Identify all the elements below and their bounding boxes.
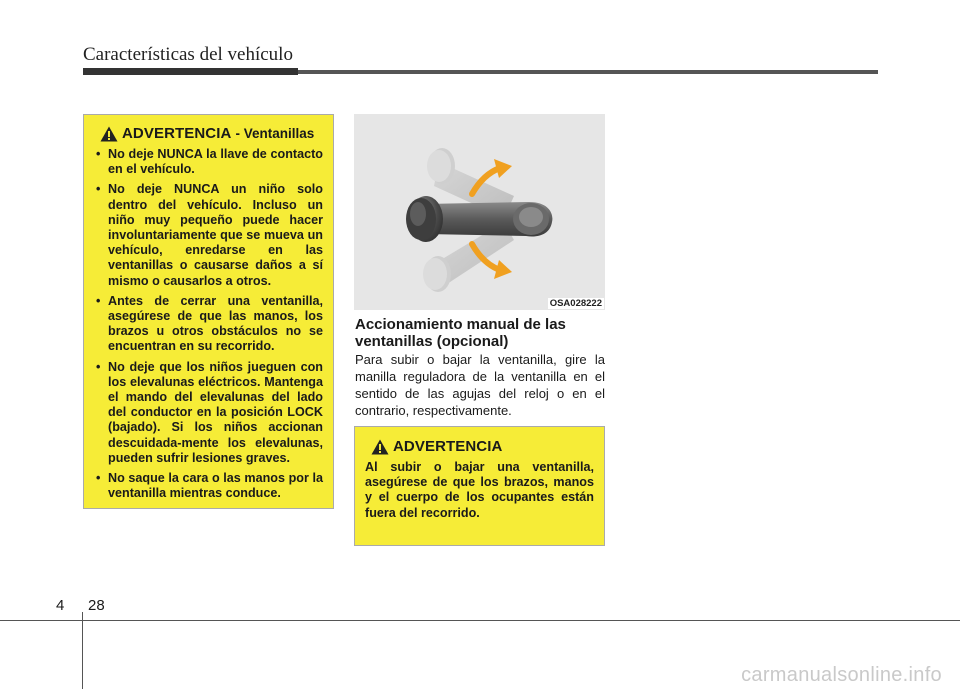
header-rule-accent — [83, 68, 298, 75]
window-crank-handle-icon — [354, 114, 605, 310]
warning-text: Al subir o bajar una ventanilla, asegúrese de que los brazos, manos y el cuerpo de los ocupantes están fuera del recorrido. — [365, 460, 594, 520]
warning-item: • No deje NUNCA la llave de contacto en el vehículo. — [96, 147, 323, 177]
section-heading: Accionamiento manual de las ventanillas (opcional) — [355, 316, 566, 350]
warning-title: ADVERTENCIA — [393, 438, 503, 455]
warning-list — [94, 147, 323, 501]
warning-item: • No deje que los niños jueguen con los elevalunas eléctricos. Mantenga el mando del elevalunas del lado del conductor en la posición LOCK (bajado). Si los niños accionan descuidada-mente los elevalunas, pueden sufrir lesiones graves. — [96, 359, 323, 465]
page-number: 28 — [88, 597, 105, 614]
footer-rule — [0, 620, 960, 621]
window-crank-figure — [354, 114, 605, 310]
warning-triangle-icon — [371, 439, 389, 455]
warning-header — [371, 438, 594, 455]
section-title: Características del vehículo — [83, 44, 293, 65]
warning-item: • No saque la cara o las manos por la ventanilla mientras conduce. — [96, 471, 323, 501]
warning-subtitle: - Ventanillas — [235, 126, 315, 141]
section-body: Para subir o bajar la ventanilla, gire la manilla reguladora de la ventanilla en el sentido de las agujas del reloj o en el contrario, respectivamente. — [355, 352, 605, 418]
warning-item: • No deje NUNCA un niño solo dentro del vehículo. Incluso un niño muy pequeño puede hacer involuntariamente que se mueva un vehículo, enredarse en las ventanillas o causarse daños a sí mismo o causarlos a otros. — [96, 182, 323, 288]
figure-code: OSA028222 — [549, 298, 602, 309]
footer-divider — [82, 612, 83, 689]
warning-header — [100, 125, 323, 142]
warning-triangle-icon — [100, 126, 118, 142]
chapter-number: 4 — [56, 597, 65, 614]
warning-title: ADVERTENCIA — [122, 125, 232, 142]
warning-item: • Antes de cerrar una ventanilla, asegúrese de que las manos, los brazos u otros obstáculos no se encuentran en su recorrido. — [96, 293, 323, 354]
watermark: carmanualsonline.info — [741, 664, 942, 686]
warning-box-windows — [83, 114, 334, 509]
warning-box-manual-window — [354, 426, 605, 546]
